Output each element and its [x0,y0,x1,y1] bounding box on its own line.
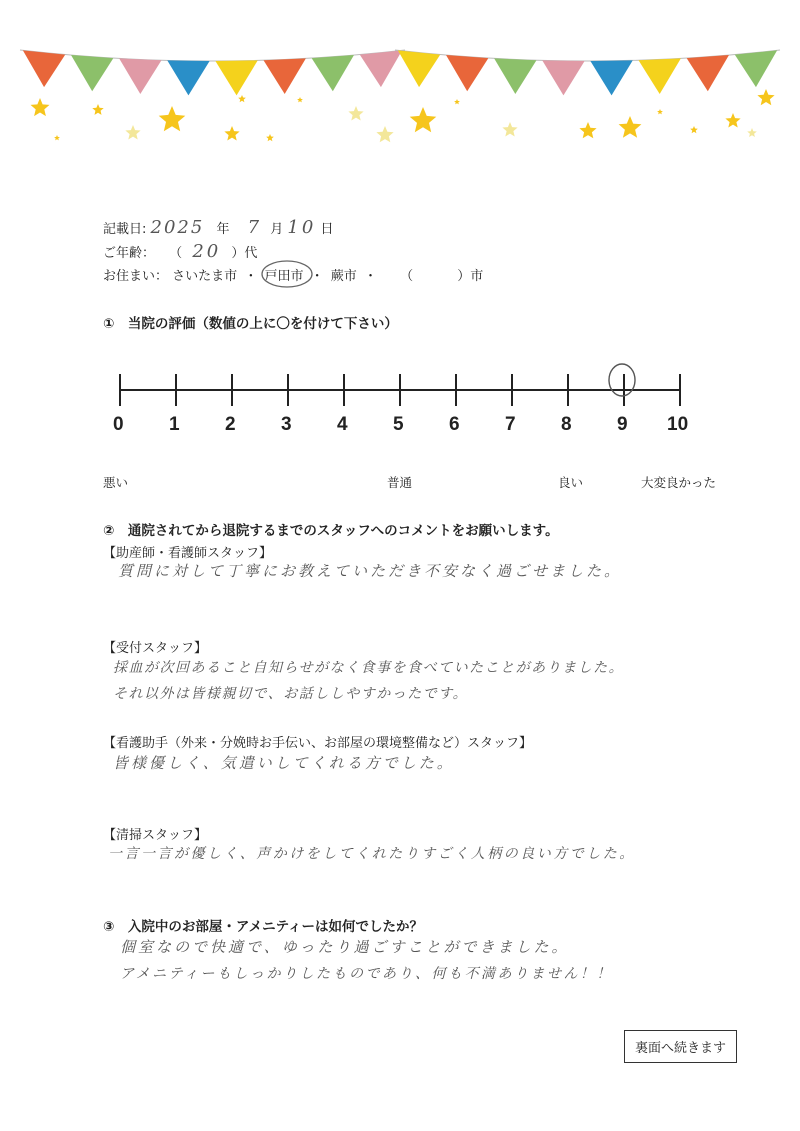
age-open: （ [169,246,183,261]
residence-option-warabi: 蕨市 [330,269,357,284]
star-icon [159,106,186,131]
date-label: 記載日: [103,222,147,237]
date-day-value: 10 [287,217,317,238]
staff-comment-cleaning-line1: 一言一言が優しく、声かけをしてくれたりすごく人柄の良い方でした。 [108,846,636,862]
star-icon [31,98,50,116]
next-page-note: 裏面へ続きます [624,1030,737,1063]
bunting-flag [494,58,536,94]
staff-comment-reception-line1: 採血が次回あること自知らせがなく食事を食べていたことがありました。 [113,660,625,676]
star-icon [690,126,698,133]
scale-tick-label: 8 [561,414,572,435]
bunting-flags [20,50,780,95]
year-unit: 年 [216,222,230,237]
star-icon [266,134,274,141]
age-label: ご年齢： [103,246,156,261]
bunting-decoration [0,0,800,170]
bunting-flag [590,60,632,95]
star-icon [579,122,596,138]
residence-separator: ・ [310,269,324,284]
star-icon [502,122,517,137]
bunting-flag [446,55,488,91]
q3-comment-line1: 個室なので快適で、ゆったり過ごすことができました。 [120,938,570,956]
month-unit: 月 [270,222,284,237]
star-icon [238,95,246,102]
bunting-flag [312,55,354,91]
selected-rating-mark [609,364,635,396]
residence-other-close: ）市 [457,269,484,284]
scale-tick-label: 2 [225,414,236,435]
star-decorations [31,89,775,142]
star-icon [747,128,757,137]
star-icon [725,113,740,128]
star-icon [757,89,774,105]
star-icon [348,106,363,121]
q3-comment-line2: アメニティーもしっかりしたものであり、何も不満ありません！！ [120,966,614,982]
scale-label-bad: 悪い [103,475,129,490]
bunting-flag [215,60,257,95]
star-icon [410,107,437,132]
bunting-flag [687,55,729,91]
staff-section-label-cleaning: 【清掃スタッフ】 [103,828,208,843]
day-unit: 日 [320,222,334,237]
bunting-flag [542,60,584,95]
q1-title: ① 当院の評価（数値の上に〇を付けて下さい） [103,316,398,332]
bunting-flag [264,58,306,94]
staff-section-label-assistant: 【看護助手（外来・分娩時お手伝い、お部屋の環境整備など）スタッフ】 [103,736,533,751]
scale-tick-label: 1 [169,414,180,435]
star-icon [125,125,140,140]
staff-comment-nurse-line1: 質問に対して丁寧にお教えていただき不安なく過ごせました。 [118,562,623,580]
scale-tick-label: 0 [113,414,124,435]
selected-city-circle [259,259,315,291]
bunting-flag [23,50,65,87]
star-icon [657,109,663,114]
star-icon [92,104,103,115]
scale-tick-label: 6 [449,414,460,435]
residence-option-saitama: さいたま市 [172,269,238,284]
residence-separator: ・ [244,269,258,284]
scale-tick-label: 4 [337,414,348,435]
bunting-flag [167,60,209,95]
age-close: ）代 [231,246,258,261]
star-icon [454,99,460,104]
star-icon [54,135,60,140]
residence-other-open: （ [400,269,414,284]
scale-label-normal: 普通 [387,475,413,490]
staff-comment-reception-line2: それ以外は皆様親切で、お話ししやすかったです。 [113,686,469,702]
scale-tick-label: 9 [617,414,628,435]
staff-section-label-nurse: 【助産師・看護師スタッフ】 [103,546,273,561]
date-month-value: 7 [247,217,263,238]
q2-title: ② 通院されてから退院するまでのスタッフへのコメントをお願いします。 [103,523,559,539]
date-year-value: 2025 [150,217,205,238]
scale-label-very-good: 大変良かった [641,475,717,490]
bunting-flag [360,50,402,87]
q3-title: ③ 入院中のお部屋・アメニティーは如何でしたか？ [103,919,424,935]
scale-tick-label: 3 [281,414,292,435]
bunting-flag [119,58,161,94]
residence-option-toda: 戸田市 [264,269,304,284]
bunting-flag [398,50,440,87]
star-icon [376,126,393,142]
star-icon [619,116,642,138]
age-row [103,241,257,262]
scale-tick-label: 10 [667,414,689,435]
rating-circle [609,364,635,396]
bunting-flag [71,55,113,91]
scale-tick-label: 5 [393,414,404,435]
age-value: 20 [192,241,222,262]
star-icon [297,97,303,102]
scale-tick-label: 7 [505,414,516,435]
star-icon [224,126,239,141]
date-row [103,217,333,238]
scale-label-good: 良い [558,475,584,490]
bunting-flag [639,58,681,94]
residence-label: お住まい： [103,269,169,284]
bunting-flag [735,50,777,87]
staff-comment-assistant-line1: 皆様優しく、気遣いしてくれる方でした。 [113,754,455,772]
staff-section-label-reception: 【受付スタッフ】 [103,641,208,656]
residence-separator: ・ [363,269,377,284]
